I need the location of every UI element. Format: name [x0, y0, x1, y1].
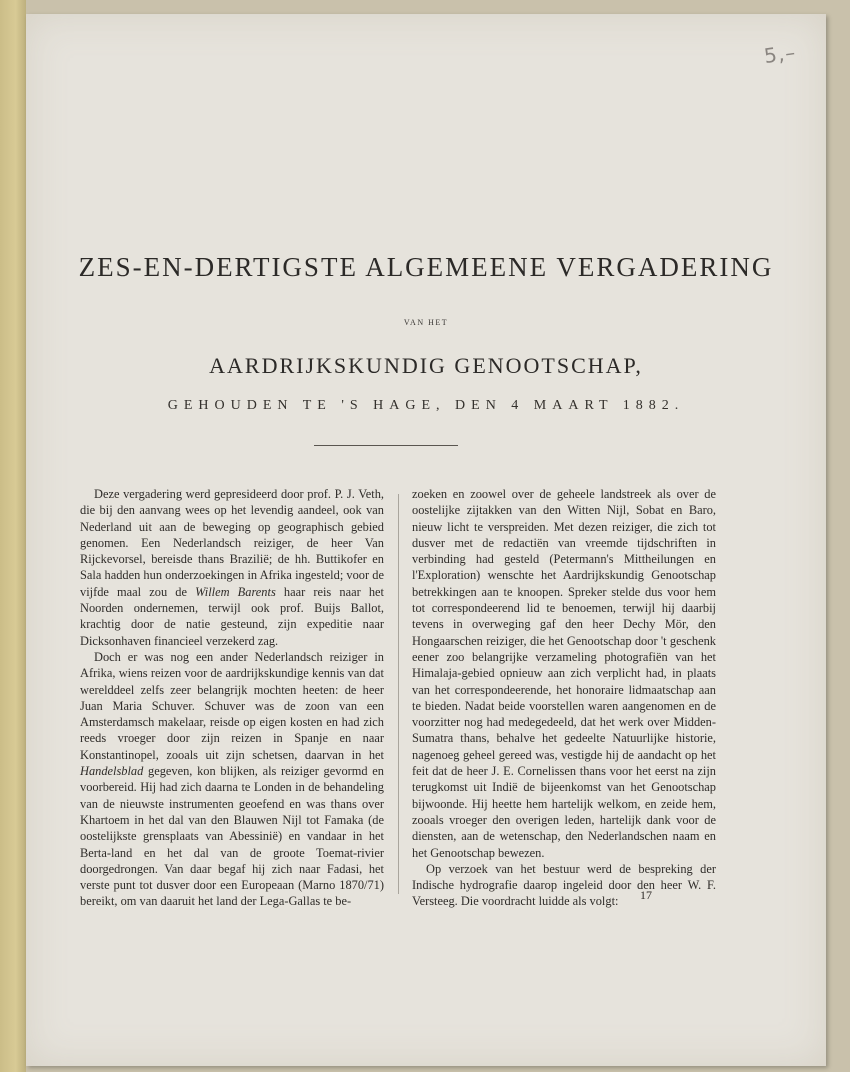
title-rule [314, 445, 458, 446]
text-run: Doch er was nog een ander Nederlandsch reiziger in Afrika, wiens reizen voor de aardrijkskundige kennis van dat werelddeel zelfs zeer belangrijk mochten heeten: de heer Juan Maria Schuver. Schuver was de zoon van een Amsterdamsch makelaar, reisde op eigen kosten en had zich reeds vroeger door zijn reizen in Spanje en naar Konstantinopel, zooals uit zijn schetsen, daarvan in het [80, 649, 384, 762]
column-divider [398, 494, 399, 894]
text-run: haar reis naar het Noorden ondernemen, terwijl ook prof. Buijs Ballot, krachtig door de natie gesteund, zijn expeditie naar Dicksonhaven financieel verzekerd zag. [80, 584, 384, 648]
pencil-annotation: 5,– [762, 39, 798, 69]
paragraph [80, 649, 384, 910]
text-run: gegeven, kon blijken, als reiziger gevormd en voorbereid. Hij had zich daarna te Londen in de behandeling van de nieuwste instrumenten geoefend en was thans over Khartoem in het dal van den Blauwen Nijl tot Famaka (de oostelijkste grensplaats van Abessinië) en vandaar in het Berta-land en het dal van de groote Toemat-rivier doorgedrongen. Van daar begaf hij zich naar Fadasi, het verste punt tot dusver door een Europeaan (Marno 1870/71) bereikt, om van daaruit het land der Lega-Gallas te be- [80, 764, 384, 909]
paragraph: Op verzoek van het bestuur werd de bespreking der Indische hydrografie daarop ingeleid door den heer W. F. Versteeg. Die voordracht luidde als volgt: [412, 861, 716, 909]
paragraph: zoeken en zoowel over de geheele landstreek als over de oostelijke zijtakken van den Witten Nijl, Sobat en Baro, nieuw licht te verspreiden. Met dezen reiziger, die zich tot dusver met de redactiën van vreemde tijdschriften in verbinding had gesteld (Petermann's Mittheilungen en l'Exploration) wenschte het Aardrijkskundig Genootschap betrekkingen aan te knoopen. Spreker stelde dus voor hem tot correspondeerend lid te benoemen, terwijl hij daarbij tevens in overweging gaf den heer Dechy Mör, den Hongaarschen reiziger, die het Genootschap door 't geschenk eener zoo belangrijke verzameling photografiën van het Himalaja-gebied opnieuw aan zich verplicht had, in plaats van het correspondeerende, het honoraire lidmaatschap aan te bieden. Nadat beide voorstellen waren aangenomen en de voorzitter nog had medegedeeld, dat het werk over Midden-Sumatra thans, behalve het gedeelte Natuurlijke historie, nagenoeg geheel gereed was, vestigde hij de aandacht op het feit dat de heer J. E. Cornelissen thans voor het eerst na zijn terugkomst uit Indië de bijeenkomst van het Genootschap bijwoonde. Hij heette hem hartelijk welkom, en zeide hem, zooals vroeger den overigen leden, hartelijk dank voor de diensten, aan de wetenschap, den Nederlandschen naam en het Genootschap bewezen. [412, 487, 716, 860]
paragraph [80, 486, 384, 649]
ship-name: Willem Barents [195, 584, 276, 599]
document-page [26, 14, 826, 1066]
text-run: Deze vergadering werd gepresideerd door prof. P. J. Veth, die bij den aanvang wees op het levendig aandeel, ook van Nederland uit aan de beweging op geographisch gebied genomen. Een Nederlandsch reiziger, de heer Van Rijckevorsel, bereisde thans Brazilië; de hh. Buttikofer en Sala hadden hun onderzoekingen in Afrika ingesteld; voor de vijfde maal zou de [80, 487, 384, 599]
newspaper-name: Handelsblad [80, 764, 144, 779]
society-name: AARDRIJKSKUNDIG GENOOTSCHAP, [209, 353, 643, 378]
book-spine [0, 0, 26, 1072]
left-column [80, 486, 384, 910]
meeting-line: GEHOUDEN TE 'S HAGE, DEN 4 MAART 1882. [167, 398, 685, 413]
right-column [412, 486, 716, 910]
title-connector: VAN HET [403, 318, 449, 327]
page-title: ZES-EN-DERTIGSTE ALGEMEENE VERGADERING [78, 252, 774, 282]
page-number: 17 [640, 888, 652, 902]
